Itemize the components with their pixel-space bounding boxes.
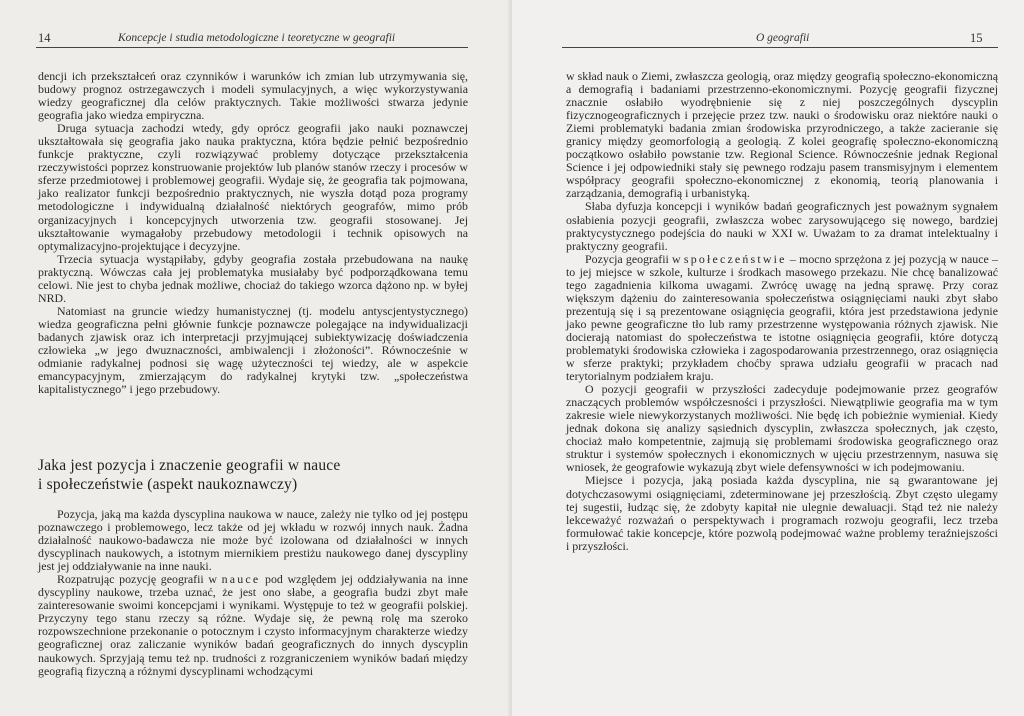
section-heading-line-2: i społeczeństwie (aspekt naukoznawczy) <box>38 476 298 493</box>
text-run: pod względem jej oddziaływania na inne dyscypliny naukowe, trzeba uznać, że jest ono słabe, a geografia budzi zbyt małe zainteresowanie swoimi koncepcjami i wynikami. Występuje to też w geografii polskiej. Przyczyny tego stanu rzeczy są różne. Wydaje się, że pewną rolę ma szeroko rozpowszechnione przekonanie o potocznym i czysto informacyjnym charakterze wiedzy geograficznej oraz zaliczanie wyników badań geograficznych do innych dyscyplin naukowych. Sprzyjają temu też np. trudności z rozgraniczeniem wyników badań między geografią fizyczną a różnymi dyscyplinami wchodzącymi <box>38 572 469 678</box>
left-body-top <box>38 70 468 396</box>
text-run: Rozpatrując pozycję geografii w <box>57 572 222 587</box>
paragraph: Trzecia sytuacja wystąpiłaby, gdyby geografia została przebudowana na naukę praktyczną. Wówczas cała jej problematyka musiałaby być podporządkowana temu celowi. Nie jest to chyba jednak możliwe, chociaż do takiego wzorca dążono np. w byłej NRD. <box>38 251 468 305</box>
paragraph: Pozycja, jaką ma każda dyscyplina naukowa w nauce, zależy nie tylko od jej postępu poznawczego i problemowego, lecz także od jej wkładu w rozwój innych nauk. Żadna działalność naukowo-badawcza nie może być izolowana od działalności w innych dyscyplinach naukowych, a istotnym miernikiem prestiżu naukowego danej dyscypliny jest jej oddziaływanie na inne nauki. <box>38 507 468 574</box>
paragraph <box>38 573 468 677</box>
section-heading-line-1: Jaka jest pozycja i znaczenie geografii w nauce <box>38 457 341 474</box>
paragraph: O pozycji geografii w przyszłości zadecyduje podejmowanie przez geografów znaczących problemów współczesności i przyszłości. Niewątpliwie geografia ma w tym zakresie wiele niewykorzystanych możliwości. Nie będę ich pobieżnie wymieniał. Kiedy jednak dokona się analizy sąsiednich dyscyplin, zwłaszcza społecznych, jak często, chociaż mało kompetentnie, zajmują się problemami środowiska geograficznego oraz struktur i systemów społecznych i ekonomicznych w ujęciu przestrzennym, nasuwa się wniosek, że geografowie wykazują zbyt wiele defensywności w ich podejmowaniu. <box>566 382 998 475</box>
paragraph: Miejsce i pozycja, jaką posiada każda dyscyplina, nie są gwarantowane jej dotychczasowymi osiągnięciami, zdeterminowane jej przeszłością. Zbyt często ulegamy tej sugestii, łudząc się, że zdobyty kapitał nie ulegnie dewaluacji. Stąd też nie należy lekceważyć rozważań o perspektywach i programach rozwoju geografii, lecz trzeba formułować takie koncepcje, które pozwolą podejmować ważne problemy teraźniejszości i przyszłości. <box>566 473 998 553</box>
right-header-rule <box>562 47 998 48</box>
paragraph: Druga sytuacja zachodzi wtedy, gdy oprócz geografii jako nauki poznawczej ukształtowała się geografia jako nauka praktyczna, która będzie pełnić bezpośrednio funkcje praktyczne, czyli rozwiązywać problemy dotyczące przekształcenia rzeczywistości poprzez konstruowanie projektów lub planów stanów rzeczy i procesów w sferze przedmiotowej i problemowej geografii. Wydaje się, że geografia tak pojmowana, jako realizator funkcji bezpośrednio praktycznych, nie wyszła dotąd poza programy metodologiczne i indywidualną działalność niektórych geografów, mimo prób organizacyjnych i koncepcyjnych utworzenia tzw. geografii stosowanej. Jej ukształtowanie wymagałoby przebudowy metodologii i technik opisowych na optymalizacyjno-projektujące i decyzyjne. <box>38 121 468 253</box>
paragraph <box>566 253 998 383</box>
right-page <box>512 0 1024 716</box>
left-body-bottom <box>38 508 468 678</box>
paragraph: Słaba dyfuzja koncepcji i wyników badań geograficznych jest poważnym sygnałem osłabienia pozycji geografii, zwłaszcza wobec zarysowującego się nowego, bardziej praktycystycznego podejścia do nauki w XXI w. Uważam to za dramat intelektualny i praktyczny geografii. <box>566 199 998 253</box>
paragraph: dencji ich przekształceń oraz czynników i warunków ich zmian lub utrzymywania się, budowy prognoz ostrzegawczych i modeli symulacyjnych, a więc wykorzystywania wiedzy geograficznej dla celów praktycznych. Takie możliwości stwarza jedynie geografia jako wiedza empiryczna. <box>38 69 468 123</box>
right-body <box>566 70 998 553</box>
left-running-head: Koncepcje i studia metodologiczne i teoretyczne w geografii <box>118 32 396 44</box>
paragraph: w skład nauk o Ziemi, zwłaszcza geologią, oraz między geografią społeczno-ekonomiczną a demografią i badaniami przestrzenno-ekonomicznymi. Pozycję geografii fizycznej znacznie osłabiło wyodrębnienie się z niej poszczególnych dyscyplin fizycznogeograficznych i przejęcie przez tzw. nauki o środowisku oraz niektóre nauki o Ziemi problematyki badania zmian środowiska przyrodniczego, a także zacieranie się granicy między geomorfologią a geologią. Z kolei geografię społeczno-ekonomiczną początkowo osłabiło powstanie tzw. Regional Science. Równocześnie jednak Regional Science i jej odpowiedniki stały się pewnego rodzaju pasem transmisyjnym i elementem współpracy geografii społeczno-ekonomicznej z ekonomią, teorią planowania i zarządzania, demografią i urbanistyką. <box>566 69 998 201</box>
left-header-rule <box>36 47 468 48</box>
emphasized-word: nauce <box>221 572 261 587</box>
paragraph: Natomiast na gruncie wiedzy humanistycznej (tj. modelu antyscjentystycznego) wiedza geograficzna pełni głównie funkcje poznawcze polegające na indywidualizacji badanych zjawisk oraz ich interpretacji przyjmującej subiektywizację doświadczenia człowieka „w jego dwuznaczności, ambiwalencji i złożoności”. Równocześnie w odmianie radykalnej podnosi się wagę użyteczności tej wiedzy, ale w aspekcie emancypacyjnym, zmierzającym do radykalnej krytyki tzw. „społeczeństwa kapitalistycznego” i jego przebudowy. <box>38 303 468 397</box>
right-page-number: 15 <box>970 31 983 45</box>
text-run: Pozycja geografii w <box>585 251 684 266</box>
right-running-head: O geografii <box>756 32 810 44</box>
section-heading <box>38 456 478 494</box>
left-page-number: 14 <box>38 31 51 45</box>
text-run: – mocno sprzężona z jej pozycją w nauce – to jej miejsce w szkole, kulturze i środkach masowego przekazu. Nie chcę banalizować tego zagadnienia kilkoma uwagami. Zwrócę uwagę na jedną sprawę. Przy coraz większym dążeniu do zainteresowania społeczeństwa osiągnięciami nauki zbyt słabo prezentują się i są prezentowane osiągnięcia geografii, która jest przedstawiona jedynie jako pewne geograficzne tło lub ramy przestrzenne występowania różnych zjawisk. Nie docierają natomiast do społeczeństwa te istotne osiągnięcia geografii, które dotyczą problematyki środowiska człowieka i zagospodarowania przestrzennego, oraz osiągnięcia w sferze praktyki; przykładem choćby sprawa udziału geografii w pracach nad terytorialnym podziałem kraju. <box>566 251 998 384</box>
emphasized-word: społeczeństwie <box>683 251 787 266</box>
